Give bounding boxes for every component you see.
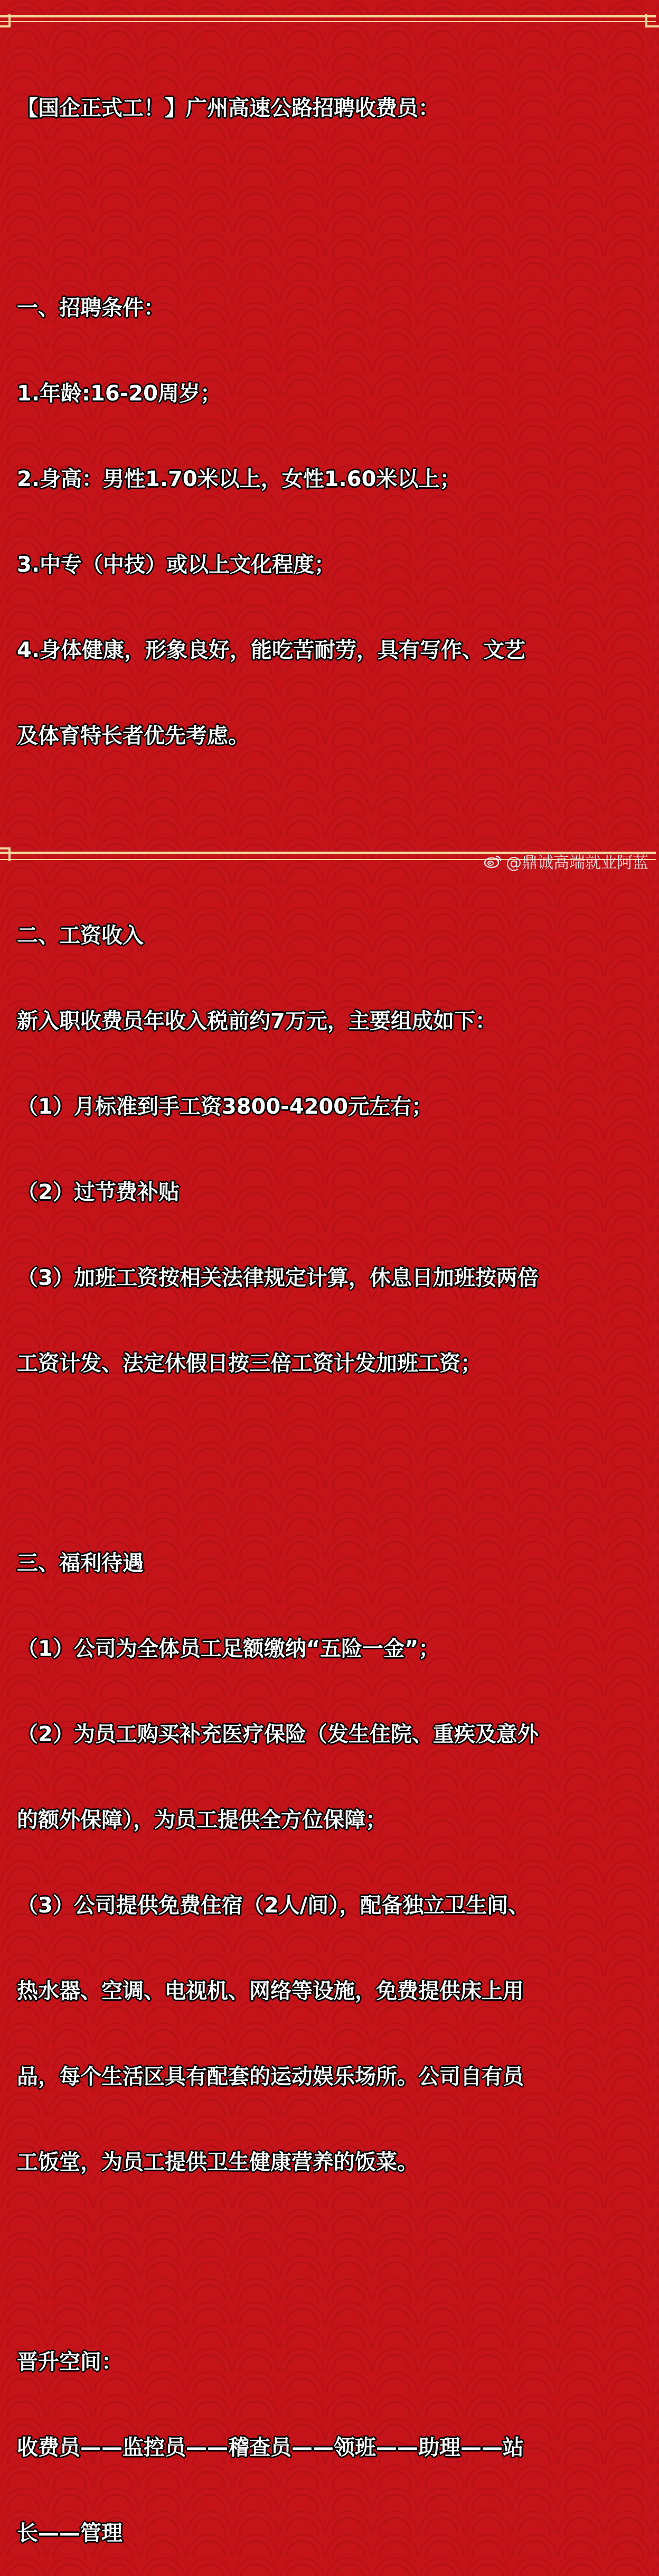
requirement-education: 3.中专（中技）或以上文化程度； [17, 553, 336, 577]
section-heading-promotion: 晋升空间： [17, 2350, 123, 2374]
top-border-inner-line [0, 21, 656, 22]
requirement-health-cont: 及体育特长者优先考虑。 [17, 724, 249, 748]
watermark-text: @鼎诚高端就业阿蓝 [506, 854, 648, 872]
salary-overtime-cont: 工资计发、法定休假日按三倍工资计发加班工资； [17, 1351, 482, 1376]
salary-monthly: （1）月标准到手工资3800-4200元左右； [17, 1095, 433, 1119]
benefit-housing: （3）公司提供免费住宿（2人/间），配备独立卫生间、 [17, 1893, 530, 1918]
section-heading-salary: 二、工资收入 [17, 923, 144, 948]
weibo-icon [484, 854, 503, 869]
benefit-housing-cont-2: 品，每个生活区具有配套的运动娱乐场所。公司自有员 [17, 2065, 524, 2089]
spacer [17, 180, 643, 208]
top-border-line [0, 15, 656, 17]
requirement-height: 2.身高：男性1.70米以上，女性1.60米以上； [17, 467, 461, 491]
promotion-path: 收费员——监控员——稽查员——领班——助理——站 [17, 2435, 524, 2460]
salary-overtime: （3）加班工资按相关法律规定计算，休息日加班按两倍 [17, 1266, 539, 1290]
requirement-age: 1.年龄:16-20周岁； [17, 381, 221, 406]
benefit-medical-cont: 的额外保障），为员工提供全方位保障； [17, 1808, 387, 1832]
corner-ornament-top-right [645, 14, 659, 27]
corner-ornament-bottom-left [0, 847, 11, 861]
spacer [17, 2234, 643, 2262]
spacer [17, 1435, 643, 1463]
benefit-housing-cont-1: 热水器、空调、电视机、网络等设施，免费提供床上用 [17, 1979, 524, 2003]
salary-holiday-subsidy: （2）过节费补贴 [17, 1180, 180, 1205]
section-heading-benefits: 三、福利待遇 [17, 1551, 144, 1575]
benefit-canteen: 工饭堂，为员工提供卫生健康营养的饭菜。 [17, 2150, 418, 2174]
benefit-medical: （2）为员工购买补充医疗保险（发生住院、重疾及意外 [17, 1722, 539, 1747]
salary-intro: 新入职收费员年收入税前约7万元，主要组成如下： [17, 1009, 496, 1033]
recruitment-notice [17, 37, 643, 2576]
promotion-path-cont: 长——管理 [17, 2521, 123, 2545]
watermark [484, 850, 648, 873]
corner-ornament-top-left [0, 14, 11, 27]
requirement-health: 4.身体健康，形象良好，能吃苦耐劳，具有写作、文艺 [17, 638, 526, 662]
spacer [17, 807, 643, 836]
section-heading-requirements: 一、招聘条件： [17, 296, 165, 320]
page-title: 【国企正式工！】广州高速公路招聘收费员： [17, 96, 439, 120]
benefit-insurance: （1）公司为全体员工足额缴纳“五险一金”； [17, 1637, 440, 1661]
